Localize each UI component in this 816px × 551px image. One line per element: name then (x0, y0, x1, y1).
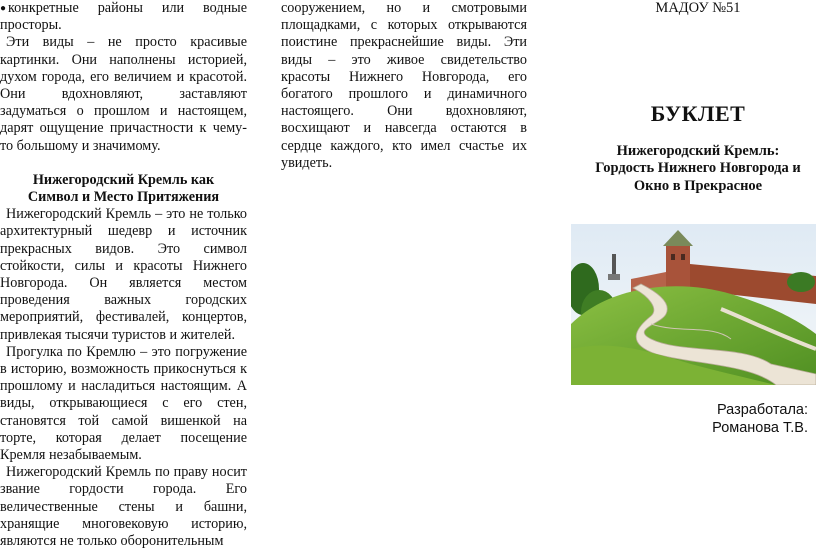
paragraph: Нижегородский Кремль – это не только архитектурный шедевр и источник прекрасных видов. Это символ стойкости, силы и красоты Нижнего Новгорода. Он является местом проведения важных городских мероприятий, фестивалей, концертов, привлекая тысячи туристов и жителей. (0, 206, 247, 343)
subtitle-line-2: Гордость Нижнего Новгорода и (595, 160, 801, 177)
booklet-subtitle (560, 143, 816, 195)
paragraph: Эти виды – не просто красивые картинки. Они наполнены историей, духом города, его величием и красотой. Они вдохновляют, заставляют задуматься о прошлом и настоящем, дарят ощущение причастности к чему-то большому и значимому. (0, 34, 247, 154)
column-middle (281, 0, 527, 172)
paragraph: сооружением, но и смотровыми площадками, с которых открываются поистине прекраснейшие виды. Эти виды – это живое свидетельство красоты Нижнего Новгорода, его богатого прошлого и динамичного настоящего. Они вдохновляют, восхищают и навсегда остаются в сердце каждого, кто имел счастье их увидеть. (281, 0, 527, 171)
column-left (0, 0, 247, 550)
organization-name: МАДОУ №51 (655, 0, 741, 16)
author-block (712, 402, 808, 437)
bullet-dot-icon: ● (0, 3, 7, 14)
kremlin-photo (571, 224, 816, 385)
column-right (560, 0, 816, 436)
bullet-text: конкретные районы или водные просторы. (0, 0, 247, 34)
booklet-title: БУКЛЕТ (650, 101, 746, 126)
author-label: Разработала: (716, 402, 808, 418)
paragraph: Нижегородский Кремль по праву носит звание гордости города. Его величественные стены и башни, хранящие многовековую историю, являются не только оборонительным (0, 464, 247, 550)
paragraph: Прогулка по Кремлю – это погружение в историю, возможность прикоснуться к прошлому и насладиться настоящим. А виды, открывающиеся с его стен, становятся той самой вишенкой на торте, которая делает посещение Кремля незабываемым. (0, 343, 247, 464)
author-name: Романова Т.В. (712, 419, 808, 436)
bullet-paragraph (0, 0, 247, 34)
subtitle-line-3: Окно в Прекрасное (633, 177, 763, 194)
subtitle-line-1: Нижегородский Кремль: (616, 143, 780, 159)
section-heading-line-1: Нижегородский Кремль как (32, 171, 215, 188)
section-heading-line-2: Символ и Место Притяжения (27, 189, 220, 206)
